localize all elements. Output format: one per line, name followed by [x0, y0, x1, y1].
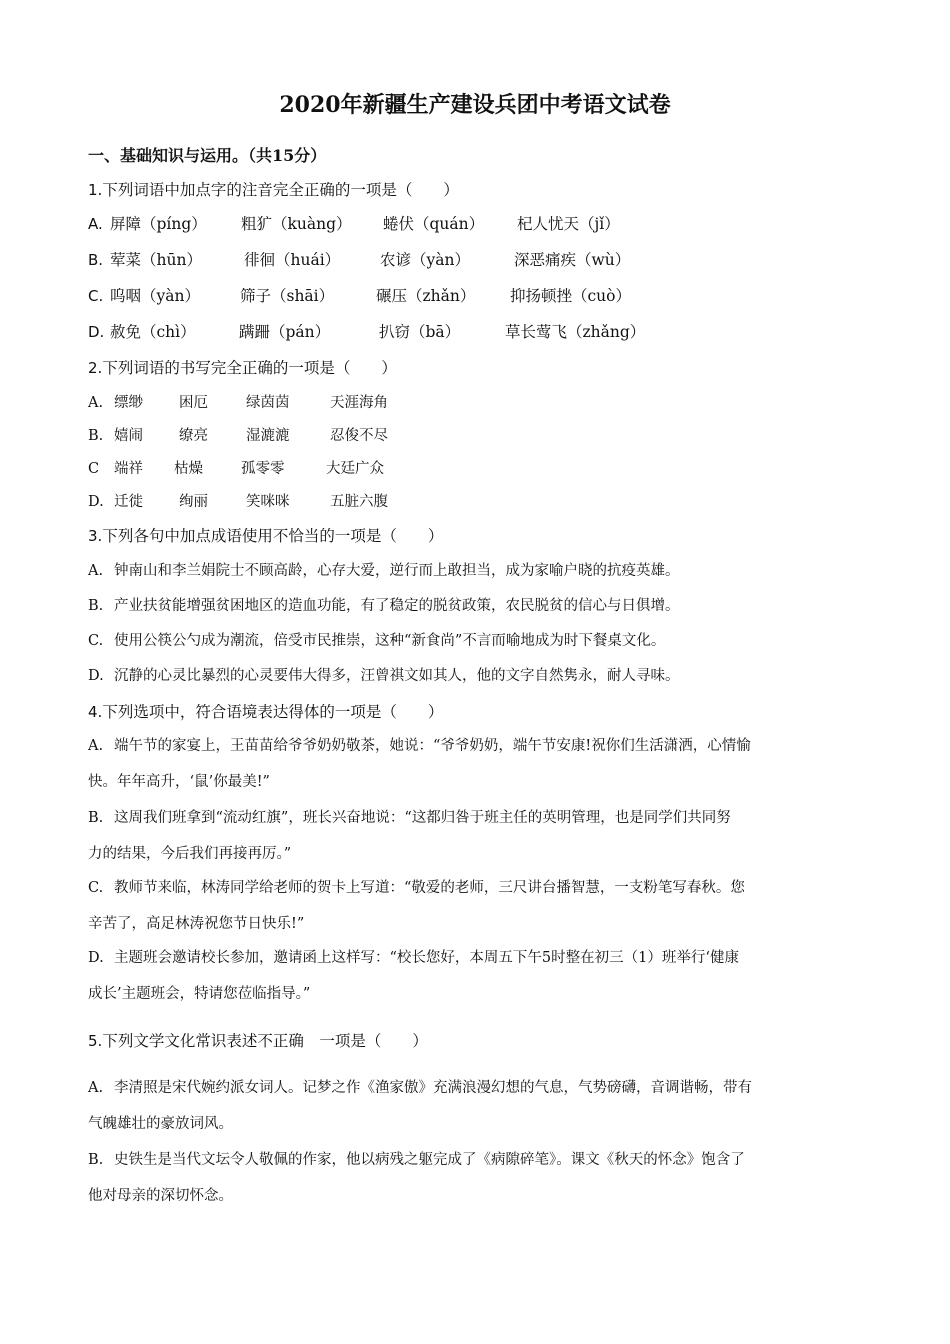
- question-number: 2.: [88, 359, 103, 377]
- option-letter: A.: [88, 215, 103, 233]
- option-item: 困厄: [179, 395, 208, 411]
- question-2-stem: [88, 356, 397, 378]
- page-title: 2020年新疆生产建设兵团中考语文试卷: [279, 92, 671, 118]
- q4-option-a-line1: [88, 734, 751, 755]
- question-4-stem: [88, 700, 443, 722]
- option-letter: D.: [88, 494, 104, 510]
- option-text: 主题班会邀请校长参加，邀请函上这样写：“校长您好，本周五下午5时整在初三（1）班举行‘健康: [114, 950, 739, 966]
- option-text: 端午节的家宴上，王苗苗给爷爷奶奶敬茶，她说：“爷爷奶奶，端午节安康!祝你们生活潇洒，心情愉: [114, 738, 751, 754]
- q4-option-d-line1: [88, 946, 739, 967]
- option-item: 天涯海角: [330, 395, 388, 411]
- option-item: 笑咪咪: [246, 494, 290, 510]
- option-item: 徘徊（huái）: [244, 251, 341, 269]
- q2-option-b: [88, 424, 388, 445]
- option-item: 缥缈: [114, 395, 143, 411]
- q1-option-c: [88, 284, 631, 306]
- option-item: 农谚（yàn）: [380, 251, 470, 269]
- section-heading: 一、基础知识与运用。（共15分）: [88, 146, 327, 165]
- option-item: 深恶痛疾（wù）: [514, 251, 631, 269]
- q4-option-c-line2: 辛苦了，高足林涛祝您节日快乐!”: [88, 916, 305, 932]
- option-text: 产业扶贫能增强贫困地区的造血功能，有了稳定的脱贫政策，农民脱贫的信心与日俱增。: [114, 598, 680, 614]
- option-letter: C: [88, 461, 100, 477]
- option-letter: A.: [88, 738, 104, 754]
- option-letter: D.: [88, 323, 105, 341]
- option-item: 屏障（píng）: [110, 215, 207, 233]
- q5-option-a-line1: [88, 1076, 752, 1097]
- q5-option-b-line1: [88, 1148, 745, 1169]
- option-item: 蜷伏（quán）: [383, 215, 485, 233]
- option-letter: D.: [88, 668, 104, 684]
- q2-option-a: [88, 391, 388, 412]
- option-text: 使用公筷公勺成为潮流，倍受市民推崇，这种“新食尚”不言而喻地成为时下餐桌文化。: [114, 633, 666, 649]
- q4-option-c-line1: [88, 876, 745, 897]
- option-item: 呜咽（yàn）: [110, 287, 200, 305]
- option-item: 孤零零: [241, 461, 285, 477]
- option-item: 碾压（zhǎn）: [376, 287, 476, 305]
- option-letter: C.: [88, 880, 104, 896]
- option-item: 杞人忧天（jǐ）: [517, 215, 620, 233]
- option-text: 沉静的心灵比暴烈的心灵要伟大得多，汪曾祺文如其人，他的文字自然隽永，耐人寻味。: [114, 668, 680, 684]
- question-text: 下列各句中加点成语使用不恰当的一项是（ ）: [102, 527, 444, 545]
- option-letter: B.: [88, 1152, 104, 1168]
- q5-option-a-line2: 气魄雄壮的豪放词风。: [88, 1116, 233, 1132]
- option-item: 缭亮: [179, 428, 208, 444]
- option-letter: A.: [88, 1080, 104, 1096]
- option-item: 迁徙: [114, 494, 143, 510]
- question-text: 下列文学文化常识表述不正确 一项是（ ）: [102, 1032, 428, 1050]
- question-number: 3.: [88, 527, 103, 545]
- option-text: 史铁生是当代文坛令人敬佩的作家，他以病残之躯完成了《病隙碎笔》。课文《秋天的怀念》饱含了: [114, 1152, 745, 1168]
- option-item: 绚丽: [179, 494, 208, 510]
- option-text: 这周我们班拿到“流动红旗”，班长兴奋地说：“这都归咎于班主任的英明管理，也是同学们共同努: [114, 810, 731, 826]
- q3-option-a: [88, 559, 680, 580]
- option-text: 教师节来临，林涛同学给老师的贺卡上写道：“敬爱的老师，三尺讲台播智慧，一支粉笔写春秋。您: [114, 880, 745, 896]
- question-text: 下列词语的书写完全正确的一项是（ ）: [102, 359, 397, 377]
- q2-option-d: [88, 490, 388, 511]
- option-item: 粗犷（kuàng）: [241, 215, 352, 233]
- q5-option-b-line2: 他对母亲的深切怀念。: [88, 1188, 233, 1204]
- question-3-stem: [88, 524, 443, 546]
- q1-option-a: [88, 212, 620, 234]
- option-item: 绿茵茵: [246, 395, 290, 411]
- option-letter: D.: [88, 950, 104, 966]
- option-letter: B.: [88, 428, 104, 444]
- option-letter: A.: [88, 563, 104, 579]
- option-item: 赦免（chì）: [110, 323, 196, 341]
- question-5-stem: [88, 1029, 428, 1051]
- q4-option-b-line1: [88, 806, 731, 827]
- option-letter: C.: [88, 633, 104, 649]
- q4-option-b-line2: 力的结果，今后我们再接再厉。”: [88, 846, 292, 862]
- option-item: 草长莺飞（zhǎng）: [505, 323, 646, 341]
- option-letter: C.: [88, 287, 104, 305]
- option-letter: B.: [88, 810, 104, 826]
- option-item: 端祥: [114, 461, 143, 477]
- option-item: 忍俊不尽: [330, 428, 388, 444]
- option-text: 钟南山和李兰娟院士不顾高龄，心存大爱，逆行而上敢担当，成为家喻户晓的抗疫英雄。: [114, 563, 680, 579]
- option-letter: A.: [88, 395, 104, 411]
- question-1-stem: [88, 178, 459, 200]
- q3-option-b: [88, 594, 680, 615]
- q4-option-d-line2: 成长’主题班会，特请您莅临指导。”: [88, 986, 311, 1002]
- q1-option-d: [88, 320, 645, 342]
- option-item: 蹒跚（pán）: [239, 323, 331, 341]
- option-item: 抑扬顿挫（cuò）: [510, 287, 631, 305]
- q1-option-b: [88, 248, 630, 270]
- option-item: 五脏六腹: [330, 494, 388, 510]
- option-item: 湿漉漉: [246, 428, 290, 444]
- option-item: 荤菜（hūn）: [110, 251, 202, 269]
- q3-option-d: [88, 664, 680, 685]
- option-letter: B.: [88, 251, 104, 269]
- option-item: 扒窃（bā）: [379, 323, 461, 341]
- q2-option-c: [88, 457, 384, 478]
- q3-option-c: [88, 629, 665, 650]
- question-number: 1.: [88, 181, 103, 199]
- option-item: 筛子（shāi）: [240, 287, 335, 305]
- option-text: 李清照是宋代婉约派女词人。记梦之作《渔家傲》充满浪漫幻想的气息，气势磅礴，音调谐畅，带有: [114, 1080, 752, 1096]
- option-item: 嬉闹: [114, 428, 143, 444]
- q4-option-a-line2: 快。年年高升，‘鼠’你最美!”: [88, 774, 270, 790]
- question-text: 下列选项中，符合语境表达得体的一项是（ ）: [102, 703, 444, 721]
- option-letter: B.: [88, 598, 104, 614]
- question-text: 下列词语中加点字的注音完全正确的一项是（ ）: [102, 181, 459, 199]
- question-number: 5.: [88, 1032, 103, 1050]
- option-item: 枯燥: [174, 461, 203, 477]
- question-number: 4.: [88, 703, 103, 721]
- option-item: 大廷广众: [326, 461, 384, 477]
